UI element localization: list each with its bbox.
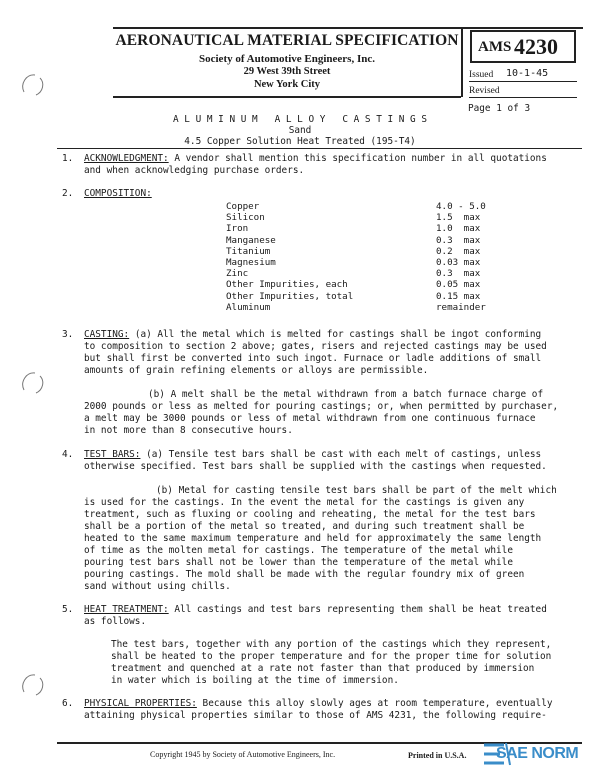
section-3-a-line1-wrap xyxy=(84,329,541,341)
section-3-a-line3: but shall first be converted into such ingot. Furnace or ladle additions of small xyxy=(84,353,542,364)
section-3-b-line4: in not more than 8 consecutive hours. xyxy=(84,425,293,436)
composition-element: Zinc xyxy=(226,268,249,280)
section-3-a-line2: to composition to section 2 above; gates, risers and rejected castings may be used xyxy=(84,341,547,352)
document-subtitle-temper: 4.5 Copper Solution Heat Treated (195-T4) xyxy=(184,136,416,147)
issued-label: Issued xyxy=(469,70,494,80)
composition-element: Aluminum xyxy=(226,301,271,313)
composition-limit: 0.15 max xyxy=(436,290,481,302)
punch-hole-mark-middle-icon xyxy=(18,368,48,398)
section-4-b-line8: pouring castings. The mold shall be made with the regular foundry mix of green xyxy=(84,569,525,580)
header-bottom-rule xyxy=(113,96,461,98)
section-5-p-line2: shall be heated to the proper temperature and for the proper time for solution xyxy=(111,651,552,662)
revised-label: Revised xyxy=(469,86,500,96)
section-4-b-line9: sand without using chills. xyxy=(84,581,231,592)
document-title: A L U M I N U M A L L O Y C A S T I N G S xyxy=(173,114,427,125)
ams-number: 4230 xyxy=(514,34,558,59)
section-5-line1: All castings and test bars representing them shall be heat treated xyxy=(174,604,547,615)
section-1-line1: A vendor shall mention this specification number in all quotations xyxy=(174,153,547,164)
watermark-text: SAE NORM xyxy=(496,745,579,762)
composition-element: Titanium xyxy=(226,245,271,257)
section-4-b-line5: heated to the same maximum temperature and held for approximately the same length xyxy=(84,533,542,544)
page-number: Page 1 of 3 xyxy=(468,103,531,114)
society-address-city: New York City xyxy=(253,79,321,90)
punch-hole-mark-top-icon xyxy=(18,70,48,100)
section-3-b-line3: a melt may be 3000 pounds or less of metal withdrawn from one continuous furnace xyxy=(84,413,536,424)
section-6-line1-wrap xyxy=(84,698,553,710)
section-4-b-line4: shall be a portion of the metal so treated, and during such treatment shall be xyxy=(84,521,525,532)
header-top-rule xyxy=(113,27,583,29)
composition-limit: 0.3 max xyxy=(436,234,481,246)
composition-element: Iron xyxy=(226,223,249,235)
spec-title: AERONAUTICAL MATERIAL SPECIFICATION xyxy=(115,32,459,49)
section-6-heading: PHYSICAL PROPERTIES: xyxy=(84,698,197,709)
section-3-number: 3. xyxy=(62,329,74,340)
issued-underline xyxy=(469,81,577,82)
composition-element: Magnesium xyxy=(226,257,276,268)
revised-underline xyxy=(469,97,577,98)
composition-element: Silicon xyxy=(226,212,265,224)
section-4-b-line3: treatment, such as fluxing or cooling and reheating, the metal for the test bars xyxy=(84,509,536,520)
section-5-number: 5. xyxy=(62,604,74,615)
section-4-b-line7: pouring test bars shall not be lower than the temperature of the metal while xyxy=(84,557,513,568)
section-1-number: 1. xyxy=(62,153,74,164)
section-5-p-line4: in water which is boiling at the time of immersion. xyxy=(111,675,399,686)
composition-element: Copper xyxy=(226,201,260,212)
section-5-line2: as follows. xyxy=(84,616,147,627)
section-4-a-line1: (a) Tensile test bars shall be cast with each melt of castings, unless xyxy=(146,449,542,460)
composition-limit: 1.0 max xyxy=(436,223,481,235)
issued-date: 10-1-45 xyxy=(506,68,549,79)
section-6-number: 6. xyxy=(62,698,74,709)
section-4-number: 4. xyxy=(62,449,74,460)
section-5-p-line3: treatment and quenched at a rate not faster than that produced by immersion xyxy=(111,663,535,674)
section-4-b-line6: of time as the molten metal for castings. The temperature of the metal while xyxy=(84,545,513,556)
society-address-street: 29 West 39th Street xyxy=(243,66,331,77)
title-rule xyxy=(57,148,582,149)
section-5-heading: HEAT TREATMENT: xyxy=(84,604,169,615)
section-4-a-line1-wrap xyxy=(84,449,541,461)
section-2-number: 2. xyxy=(62,188,74,199)
section-3-heading: CASTING: xyxy=(84,329,130,340)
section-4-b-line2: is used for the castings. In the event the metal for the castings is given any xyxy=(84,497,525,508)
document-subtitle-form: Sand xyxy=(288,125,312,136)
footer-printed: Printed in U.S.A. xyxy=(408,751,467,760)
section-1-line2: and when acknowledging purchase orders. xyxy=(84,165,305,176)
ams-number-box xyxy=(470,30,576,63)
composition-element: Other Impurities, total xyxy=(226,290,354,302)
section-5-line1-wrap xyxy=(84,604,547,616)
composition-element: Manganese xyxy=(226,234,276,246)
society-name: Society of Automotive Engineers, Inc. xyxy=(199,53,375,65)
composition-element: Other Impurities, each xyxy=(226,279,348,291)
section-5-p-line1: The test bars, together with any portion of the castings which they represent, xyxy=(111,639,552,650)
composition-limit: remainder xyxy=(436,301,486,313)
section-2-heading: COMPOSITION: xyxy=(84,188,152,199)
section-6-line1: Because this alloy slowly ages at room temperature, eventually xyxy=(202,698,553,709)
footer-copyright: Copyright 1945 by Society of Automotive Engineers, Inc. xyxy=(150,750,336,759)
watermark-logo xyxy=(482,741,598,769)
section-4-b-line1: (b) Metal for casting tensile test bars shall be part of the melt which xyxy=(156,485,557,496)
section-4-a-line2: otherwise specified. Test bars shall be supplied with the castings when requested. xyxy=(84,461,547,472)
composition-limit: 0.03 max xyxy=(436,257,481,268)
composition-limit: 0.05 max xyxy=(436,279,481,291)
composition-limit: 0.3 max xyxy=(436,268,481,280)
section-3-b-line2: 2000 pounds or less as melted for pouring castings; or, when permitted by purchaser, xyxy=(84,401,559,412)
section-6-line2: attaining physical properties similar to those of AMS 4231, the following require- xyxy=(84,710,547,721)
section-1-heading: ACKNOWLEDGMENT: xyxy=(84,153,169,164)
composition-limit: 1.5 max xyxy=(436,212,481,224)
ams-prefix: AMS xyxy=(478,39,512,55)
composition-limit: 0.2 max xyxy=(436,245,481,257)
punch-hole-mark-bottom-icon xyxy=(18,670,48,700)
section-3-a-line4: amounts of grain refining elements or alloys are permissible. xyxy=(84,365,429,376)
section-3-b-line1: (b) A melt shall be the metal withdrawn from a batch furnace charge of xyxy=(148,389,544,400)
composition-limit: 4.0 - 5.0 xyxy=(436,201,486,212)
section-4-heading: TEST BARS: xyxy=(84,449,141,460)
header-divider xyxy=(461,27,463,97)
section-1-text xyxy=(84,153,547,165)
section-3-a-line1: (a) All the metal which is melted for castings shall be ingot conforming xyxy=(134,329,542,340)
